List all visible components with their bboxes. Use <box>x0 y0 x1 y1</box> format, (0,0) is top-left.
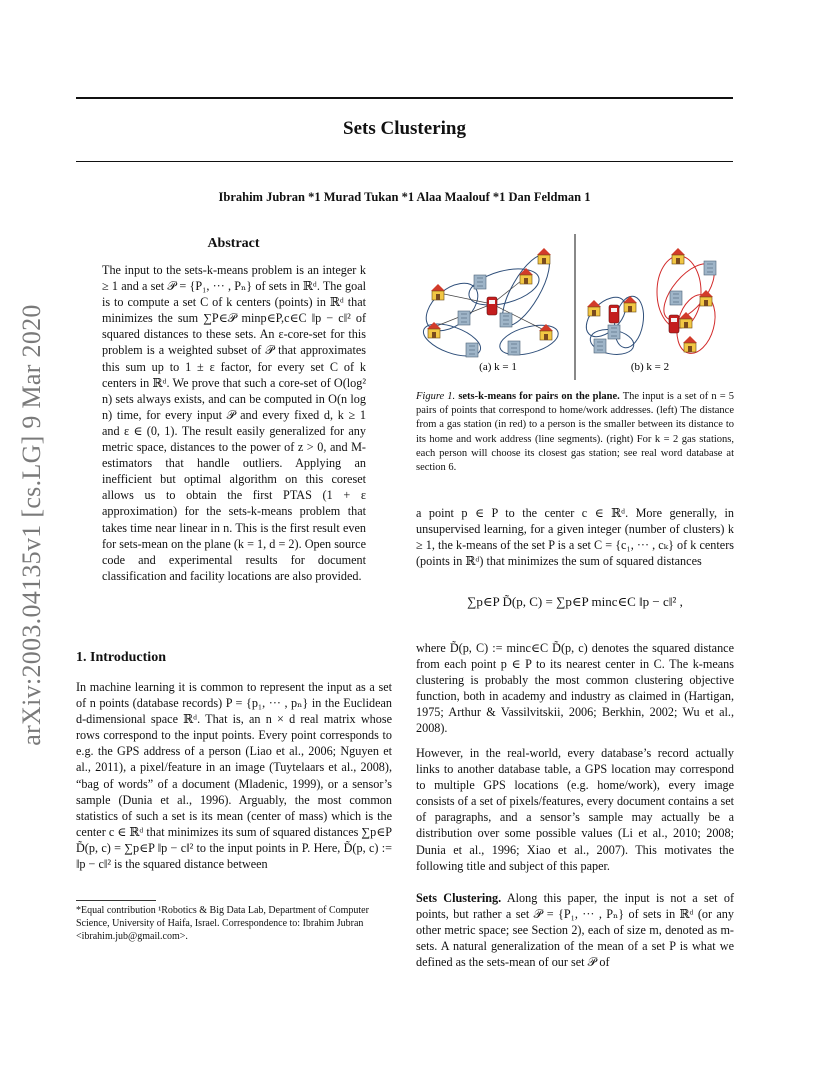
paragraph-kmeans-definition: a point p ∈ P to the center c ∈ ℝᵈ. More generally, in unsupervised learning, for a given integer (number of clusters) k ≥ 1, the k-means of the set P is a set C = {c₁, ··· , cₖ} of k centers (points in ℝᵈ) that minimizes the sum of squared distances <box>416 506 734 569</box>
subcaption-a: (a) k = 1 <box>479 361 517 373</box>
paragraph-sets-clustering <box>416 890 734 970</box>
title-rule <box>76 161 733 162</box>
footnote-rule <box>76 900 156 901</box>
subcaption-b: (b) k = 2 <box>630 361 670 373</box>
sets-clustering-text: Along this paper, the input is not a set of points, but rather a set 𝒫 = {P₁, ··· , Pₙ} of sets in ℝᵈ (or any other metric space; see Section 2), each of size m, denoted as m-sets. A natural generalization of the mean of a set P is what we defined as the sets-mean of our set 𝒫 of <box>416 891 734 970</box>
author-list: Ibrahim Jubran *1 Murad Tukan *1 Alaa Maalouf *1 Dan Feldman 1 <box>218 190 591 204</box>
paragraph-real-world: However, in the real-world, every database’s record actually links to another database table, a GPS location may correspond to multiple GPS locations (e.g. home/work), every image consists of a set of pixels/features, every document contains a set of paragraphs, and a sensor’s sample may actually be a distribution over some possible values (Li et al., 2010; 2008; Dunia et al., 1996; Xiao et al., 2007). This motivates the following title and subject of this paper. <box>416 746 734 873</box>
figure-1-caption <box>416 390 734 475</box>
panel-b-k2 <box>579 248 723 358</box>
figure-1-illustration <box>414 232 734 380</box>
sets-clustering-runin: Sets Clustering. <box>416 891 502 905</box>
figure-label: Figure 1. <box>416 391 456 402</box>
introduction-body: In machine learning it is common to represent the input as a set of n points (database records) P = {p₁, ··· , pₙ} in the Euclidean d-dimensional space ℝᵈ. That is, an n × d real matrix whose rows correspond to the input points. Every point corresponds to e.g. the GPS address of a person (Liao et al., 2006; Nguyen et al., 2011), a pixel/feature in an image (Tuytelaars et al., 2008), “bag of words” of a document (Mladenic, 1999), or a sensor’s sample (Dunia et al., 1996). Arguably, the most common statistics of such a set is its mean (center of mass) which is the center c ∈ ℝᵈ that minimizes its sum of squared distances ∑p∈P D̃(p, c) = ∑p∈P ‖p − c‖² to the input points in P. Here, D̃(p, c) := ‖p − c‖² is the squared distance between <box>76 680 392 872</box>
top-rule <box>76 97 733 99</box>
panel-a-k1 <box>417 248 561 362</box>
introduction-heading: 1. Introduction <box>76 650 166 665</box>
figure-caption-title: sets-k-means for pairs on the plane. <box>458 391 620 402</box>
figure-caption-text: The input is a set of n = 5 pairs of points that correspond to home/work addresses. (left) The distance from a gas station (in red) to a person is the smaller between its distance to its home and work address (line segments). (right) For k = 2 gas stations, each person will choose its closest gas station; see real word database at section 6. <box>416 391 735 474</box>
footnote: *Equal contribution ¹Robotics & Big Data Lab, Department of Computer Science, University of Haifa, Israel. Correspondence to: Ibrahim Jubran <ibrahim.jub@gmail.com>. <box>76 905 369 942</box>
abstract-body: The input to the sets-k-means problem is an integer k ≥ 1 and a set 𝒫 = {P₁, ··· , Pₙ} of sets in ℝᵈ. The goal is to compute a set C of k centers (points) in ℝᵈ that minimizes the sum ∑P∈𝒫 minp∈P,c∈C ‖p − c‖² of squared distances to these sets. An ε-core-set for this problem is a weighted subset of 𝒫 that approximates this sum up to 1 ± ε factor, for every set C of k centers in ℝᵈ. We prove that such a core-set of O(log² n) sets always exists, and can be computed in O(n log n) time, for every input 𝒫 and every fixed d, k ≥ 1 and ε ∈ (0, 1). The result easily generalized for any metric space, distances to the power of z > 0, and M-estimators that handle outliers. Applying an inefficient but optimal algorithm on this coreset allows us to obtain the first PTAS (1 + ε approximation) for the sets-k-means problem that takes time near linear in n. This is the first result even for sets-mean on the plane (k = 1, d = 2). Open source code and experimental results for document classification and facility locations are also provided. <box>102 263 366 583</box>
arxiv-identifier-text: arXiv:2003.04135v1 [cs.LG] 9 Mar 2020 <box>17 304 46 746</box>
abstract-heading: Abstract <box>207 236 260 251</box>
arxiv-identifier-stamp <box>14 290 50 760</box>
paragraph-kmeans-context: where D̃(p, C) := minc∈C D̃(p, c) denotes the squared distance from each point p ∈ P to its nearest center in C. The k-means clustering is probably the most common clustering objective function, both in academy and industry as claimed in (Hartigan, 1975; Arthur & Vassilvitskii, 2006; Berkhin, 2002; Wu et al., 2008). <box>416 641 734 736</box>
kmeans-equation: ∑p∈P D̃(p, C) = ∑p∈P minc∈C ‖p − c‖² , <box>467 594 683 609</box>
paper-title: Sets Clustering <box>343 118 466 139</box>
